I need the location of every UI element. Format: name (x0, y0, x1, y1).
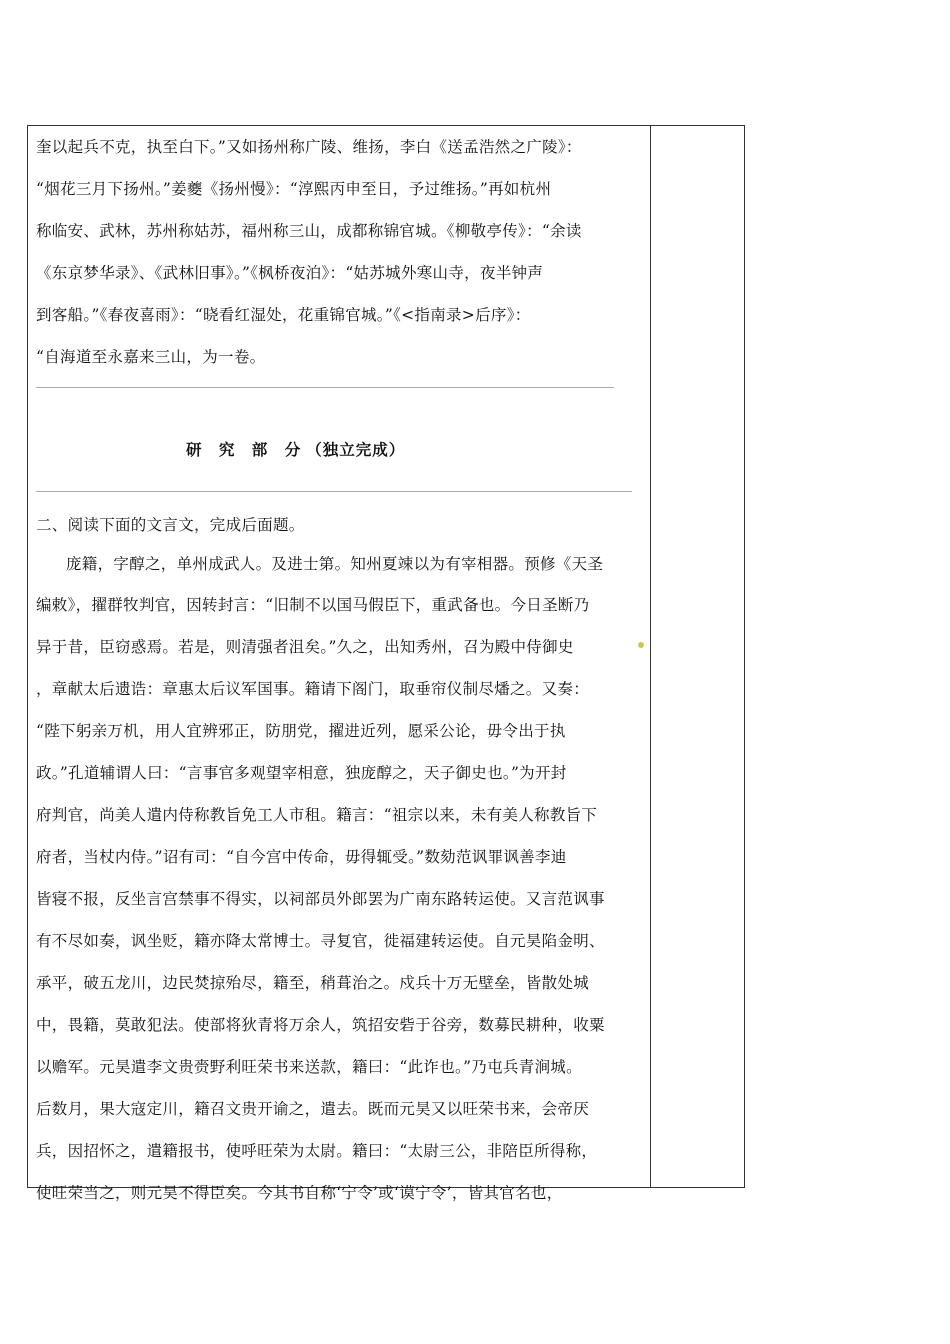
text-line: “烟花三月下扬州。”姜夔《扬州慢》：“淳熙丙申至日，予过维扬。”再如杭州 (36, 180, 552, 198)
reading-section (36, 510, 605, 1214)
text-line: 奎以起兵不克，执至白下。”又如扬州称广陵、维扬，李白《送孟浩然之广陵》： (36, 138, 582, 156)
passage-line: 承平，破五龙川，边民焚掠殆尽，籍至，稍葺治之。戍兵十万无壁垒，皆散处城 (36, 974, 590, 992)
section-heading-main: 研 究 部 分 (186, 441, 307, 459)
section-heading (186, 438, 405, 460)
text-line: 《东京梦华录》、《武林旧事》。”《枫桥夜泊》：“姑苏城外寒山寺，夜半钟声 (36, 264, 544, 282)
passage-line: 使旺荣当之，则元昊不得臣矣。今其书自称‘宁令’或‘谟宁令’，皆其官名也， (36, 1184, 563, 1202)
passage-line: 有不尽如奏，讽坐贬，籍亦降太常博士。寻复官，徙福建转运使。自元昊陷金明、 (36, 932, 605, 950)
passage-line: 编敕》，擢群牧判官，因转封言：“旧制不以国马假臣下，重武备也。今日圣断乃 (36, 596, 590, 614)
annotation-mark (638, 642, 644, 648)
text-line: 称临安、武林，苏州称姑苏，福州称三山，成都称锦官城。《柳敬亭传》：“余读 (36, 222, 582, 240)
passage-line: 以赡军。元昊遣李文贵赍野利旺荣书来送款，籍曰：“此诈也。”乃屯兵青涧城。 (36, 1058, 582, 1076)
passage-line: 府判官，尚美人遣内侍称教旨免工人市租。籍言：“祖宗以来，未有美人称教旨下 (36, 806, 598, 824)
passage-line: 庞籍，字醇之，单州成武人。及进士第。知州夏竦以为有宰相器。预修《天圣 (66, 555, 604, 573)
document-table (27, 125, 745, 1202)
question-title: 二、阅读下面的文言文，完成后面题。 (36, 516, 305, 534)
passage-line: 后数月，果大寇定川，籍召文贵开谕之，遣去。既而元昊又以旺荣书来，会帝厌 (36, 1100, 590, 1118)
passage-line: 异于昔，臣窃惑焉。若是，则清强者沮矣。”久之，出知秀州，召为殿中侍御史 (36, 638, 574, 656)
text-line: “自海道至永嘉来三山，为一卷。 (36, 348, 266, 366)
divider-line (36, 491, 632, 492)
divider-line (36, 387, 614, 388)
passage-line: 兵，因招怀之，遣籍报书，使呼旺荣为太尉。籍曰：“太尉三公，非陪臣所得称， (36, 1142, 598, 1160)
passage-line: 政。”孔道辅谓人曰：“言事官多观望宰相意，独庞醇之，天子御史也。”为开封 (36, 764, 567, 782)
passage-line: “陛下躬亲万机，用人宜辨邪正，防朋党，擢进近列，愿采公论，毋令出于执 (36, 722, 566, 740)
passage-line: 皆寝不报，反坐言宫禁事不得实，以祠部员外郎罢为广南东路转运使。又言范讽事 (36, 890, 605, 908)
top-paragraph (36, 126, 582, 378)
section-heading-note: （独立完成） (306, 441, 406, 459)
passage-line: 府者，当杖内侍。”诏有司：“自今宫中传命，毋得辄受。”数劾范讽罪讽善李迪 (36, 848, 567, 866)
passage-line: 中，畏籍，莫敢犯法。使部将狄青将万余人，筑招安砦于谷旁，数募民耕种，收粟 (36, 1016, 605, 1034)
text-line: 到客船。”《春夜喜雨》：“晓看红湿处，花重锦官城。”《<指南录>后序》： (36, 306, 531, 324)
table-column-divider (650, 126, 651, 1187)
passage-line: ，章献太后遗诰：章惠太后议军国事。籍请下阁门，取垂帘仪制尽燔之。又奏： (36, 680, 590, 698)
